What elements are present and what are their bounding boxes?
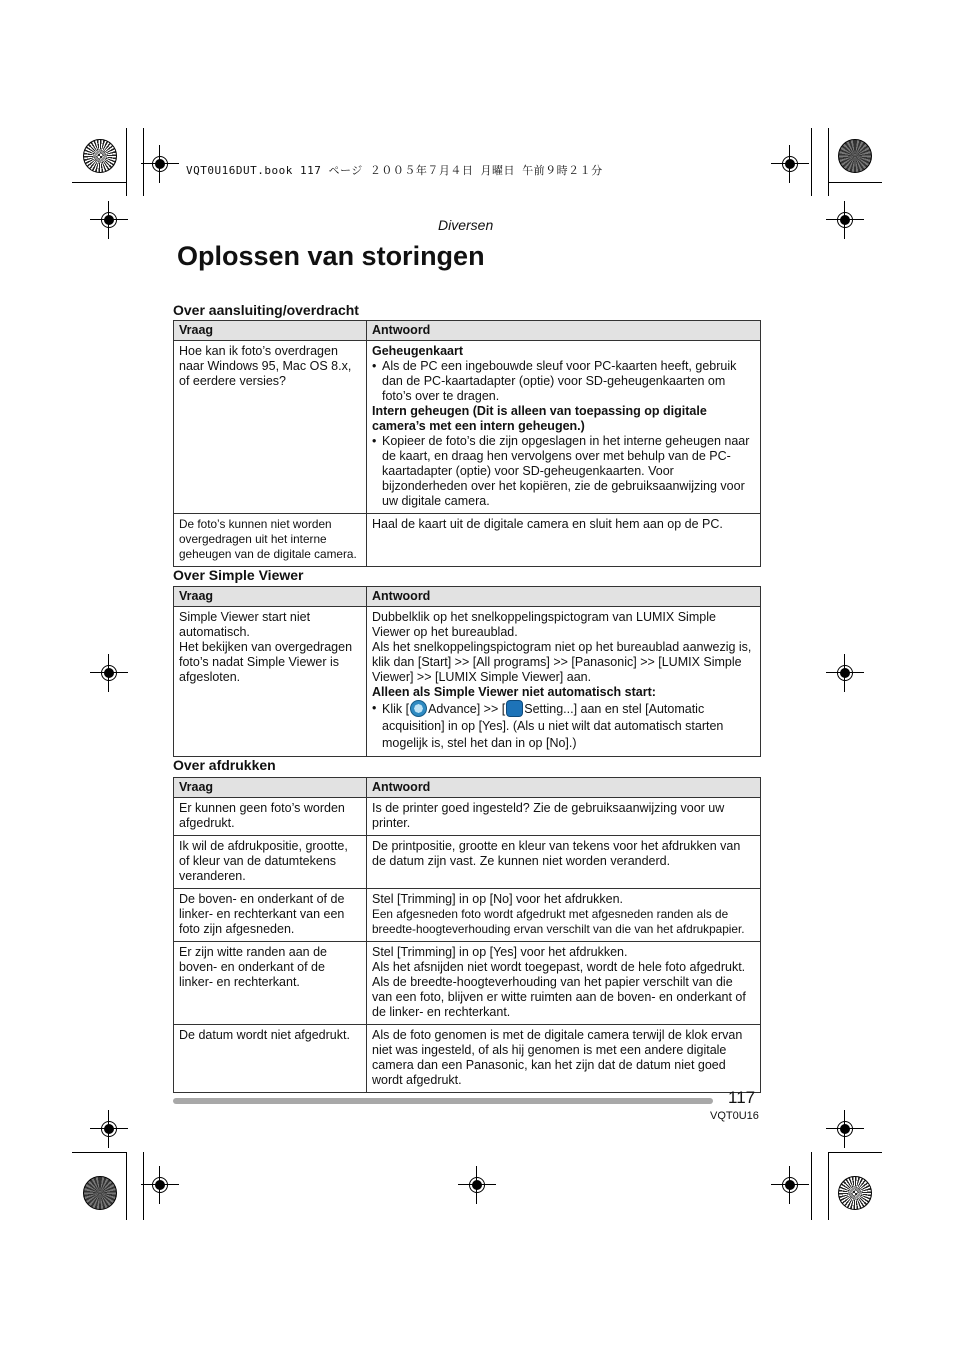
column-header-question: Vraag [174, 778, 367, 798]
answer-cell: Als de foto genomen is met de digitale camera terwijl de klok ervan niet was ingesteld, of als hij genomen is met een andere digitale camera dan een Panasonic, kan het zijn dat de datum niet goed wordt afgedrukt. [367, 1025, 761, 1093]
advance-globe-icon [410, 700, 427, 717]
question-cell: De boven- en onderkant of de linker- en rechterkant van een foto zijn afgesneden. [174, 889, 367, 942]
table-simple-viewer [173, 586, 761, 757]
registration-mark-icon [779, 1174, 801, 1196]
answer-cell: De printpositie, grootte en kleur van tekens voor het afdrukken van de datum zijn vast. Ze kunnen niet worden veranderd. [367, 836, 761, 889]
registration-mark-icon [466, 1174, 488, 1196]
table-row [174, 514, 761, 567]
table-connection [173, 320, 761, 567]
answer-cell [367, 607, 761, 757]
column-header-answer: Antwoord [367, 587, 761, 607]
registration-mark-icon [98, 662, 120, 684]
table-printing [173, 777, 761, 1093]
answer-text: Stel [Trimming] in op [No] voor het afdrukken. [372, 892, 624, 906]
table-header-row [174, 321, 761, 341]
registration-mark-icon [834, 1118, 856, 1140]
answer-cell: Haal de kaart uit de digitale camera en sluit hem aan op de PC. [367, 514, 761, 567]
column-header-question: Vraag [174, 321, 367, 341]
registration-mark-icon [98, 1118, 120, 1140]
answer-heading: Alleen als Simple Viewer niet automatisch start: [372, 685, 656, 699]
registration-mark-icon [149, 153, 171, 175]
answer-bullet: • Als de PC een ingebouwde sleuf voor PC-kaarten heeft, gebruik dan de PC-kaartadapter (optie) voor SD-geheugenkaarten om foto’s over te dragen. [382, 359, 755, 404]
table-header-row [174, 778, 761, 798]
registration-mark-icon [779, 153, 801, 175]
column-header-answer: Antwoord [367, 321, 761, 341]
answer-text: Dubbelklik op het snelkoppelingspictogram van LUMIX Simple Viewer op het bureaublad. [372, 610, 716, 639]
column-header-question: Vraag [174, 587, 367, 607]
section-label: Diversen [438, 217, 494, 233]
answer-text: Als het snelkoppelingspictogram niet op het bureaublad aanwezig is, klik dan [Start] >> [All programs] >> [Panasonic] >> [LUMIX Simple Viewer] >> [LUMIX Simple Viewer] aan. [372, 640, 752, 684]
table-row [174, 889, 761, 942]
table-row [174, 1025, 761, 1093]
answer-cell [367, 889, 761, 942]
bullet-text: Klik [ [382, 702, 410, 716]
answer-cell: Is de printer goed ingesteld? Zie de gebruiksaanwijzing voor uw printer. [367, 798, 761, 836]
bullet-text: Advance] >> [ [428, 702, 506, 716]
table-row [174, 607, 761, 757]
print-header: VQT0U16DUT.book 117 ページ ２００５年７月４日 月曜日 午前９時２１分 [186, 164, 603, 177]
registration-mark-icon [98, 209, 120, 231]
color-bar-icon [838, 139, 872, 173]
question-cell: Hoe kan ik foto’s overdragen naar Windows 95, Mac OS 8.x, of eerdere versies? [174, 341, 367, 514]
page-code: VQT0U16 [710, 1110, 759, 1122]
setting-tool-icon [506, 700, 523, 717]
question-text: Het bekijken van overgedragen foto’s nadat Simple Viewer is afgesloten. [179, 640, 353, 684]
answer-bullet [382, 700, 755, 752]
table-row [174, 341, 761, 514]
table-row [174, 798, 761, 836]
table-row [174, 836, 761, 889]
column-header-answer: Antwoord [367, 778, 761, 798]
registration-mark-icon [834, 209, 856, 231]
table-row [174, 942, 761, 1025]
question-cell [174, 607, 367, 757]
bullet-text: Setting...] aan en stel [Automatic acquisition] in op [Yes]. (Als u niet wilt dat automatisch starten mogelijk is, stel het dan in op [No].) [382, 702, 724, 750]
question-cell: Ik wil de afdrukpositie, grootte, of kleur van de datumtekens veranderen. [174, 836, 367, 889]
color-bar-icon [83, 1176, 117, 1210]
registration-mark-icon [149, 1174, 171, 1196]
page-title: Oplossen van storingen [177, 241, 485, 271]
question-cell: De datum wordt niet afgedrukt. [174, 1025, 367, 1093]
question-text: Simple Viewer start niet automatisch. [179, 610, 311, 639]
page-number: 117 [728, 1088, 756, 1107]
question-cell: Er zijn witte randen aan de boven- en onderkant of de linker- en rechterkant. [174, 942, 367, 1025]
answer-cell [367, 341, 761, 514]
table-header-row [174, 587, 761, 607]
question-cell: De foto’s kunnen niet worden overgedragen uit het interne geheugen van de digitale camera. [174, 514, 367, 567]
answer-text: Stel [Trimming] in op [Yes] voor het afdrukken. [372, 945, 628, 959]
answer-heading: Intern geheugen (Dit is alleen van toepassing op digitale camera’s met een intern geheugen.) [372, 404, 707, 433]
registration-mark-icon [834, 662, 856, 684]
section-heading-simple-viewer: Over Simple Viewer [173, 567, 304, 583]
answer-cell [367, 942, 761, 1025]
answer-text: Als het afsnijden niet wordt toegepast, wordt de hele foto afgedrukt. Als de breedte-hoogteverhouding van het papier verschilt van die van een foto, blijven er witte ruimten aan de boven- en onderkant of de linker- en rechterkant. [372, 960, 746, 1019]
section-heading-connection: Over aansluiting/overdracht [173, 302, 359, 318]
answer-bullet: • Kopieer de foto’s die zijn opgeslagen in het interne geheugen naar de kaart, en draag hen vervolgens over met behulp van de PC-kaartadapter (optie) voor SD-geheugenkaarten. Voor bijzonderheden over het kopiëren, zie de gebruiksaanwijzing voor uw digitale camera. [382, 434, 755, 509]
color-bar-icon [83, 139, 117, 173]
color-bar-icon [838, 1176, 872, 1210]
answer-heading: Geheugenkaart [372, 344, 464, 358]
footer-bar [173, 1098, 713, 1104]
question-cell: Er kunnen geen foto’s worden afgedrukt. [174, 798, 367, 836]
section-heading-printing: Over afdrukken [173, 757, 276, 773]
answer-text: Een afgesneden foto wordt afgedrukt met afgesneden randen als de breedte-hoogteverhouding ervan verschilt van die van het afdrukpapier. [372, 907, 745, 936]
